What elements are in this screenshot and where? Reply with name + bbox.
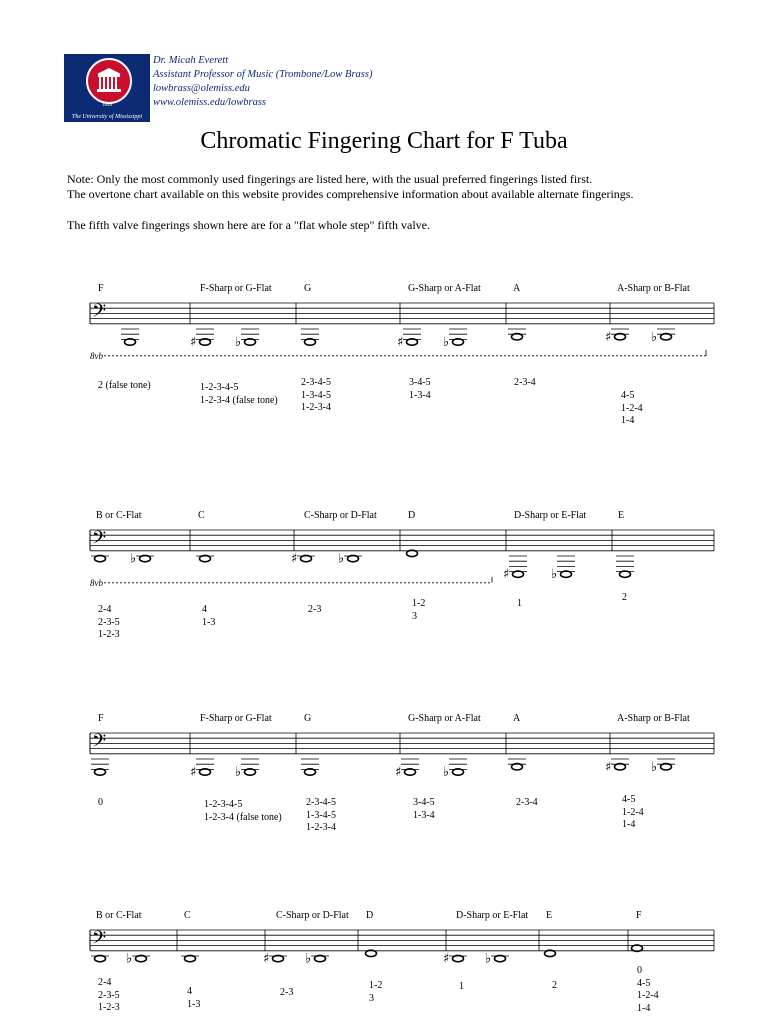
note-name-label: A: [513, 283, 521, 294]
fingering: 0: [98, 797, 103, 808]
logo-caption: The University of Mississippi: [71, 114, 143, 120]
fingering: 1-2-3-4: [306, 822, 336, 833]
note-name-label: C: [198, 510, 205, 521]
flat-icon: ♭: [551, 567, 558, 583]
ottava-marking: 8vb: [90, 577, 103, 588]
website-link[interactable]: www.olemiss.edu/lowbrass: [153, 97, 266, 108]
logo-year: 1848: [102, 103, 112, 108]
fingering: 2-3-4-5: [306, 797, 336, 808]
flat-icon: ♭: [235, 335, 242, 350]
fingering: 2-3-4: [516, 797, 538, 808]
fingering: 4-5: [622, 794, 636, 805]
flat-icon: ♭: [485, 951, 492, 967]
note-name-label: F: [98, 283, 104, 294]
flat-icon: ♭: [443, 335, 450, 350]
whole-note: [91, 955, 109, 961]
flat-icon: ♭: [651, 329, 658, 345]
fingering-list: [552, 980, 557, 993]
fingering: 2: [622, 592, 627, 603]
fingering: 4: [187, 986, 192, 997]
fingering: 1-2: [412, 598, 426, 609]
fingering: 1-3-4: [409, 389, 431, 401]
note-name-label: G-Sharp or A-Flat: [408, 283, 481, 294]
fingering: 2-3-5: [98, 616, 120, 628]
flat-icon: ♭: [126, 951, 133, 967]
fingering: 1-2-4: [622, 806, 644, 818]
fingering: 2-3: [280, 987, 294, 998]
fingering: 1-2-3: [98, 629, 120, 640]
fingering: 1-3-4-5: [301, 389, 331, 401]
sharp-icon: ♯: [291, 551, 298, 567]
note-name-label: A: [513, 713, 521, 724]
fingering: 1-2-4: [637, 990, 659, 1001]
note-name-label: E: [546, 910, 553, 921]
note-name-label: G: [304, 713, 312, 724]
whole-note: [126, 952, 150, 967]
note-name-label: C-Sharp or D-Flat: [276, 910, 349, 921]
note-name-label: F-Sharp or G-Flat: [200, 713, 272, 724]
sharp-icon: ♯: [190, 765, 197, 780]
note-name-label: F: [98, 713, 104, 724]
fingering: 4: [202, 604, 207, 615]
bass-clef-icon: 𝄢: [92, 731, 107, 756]
whole-note: [181, 955, 199, 961]
fingering: 1-2-3-4 (false tone): [204, 811, 282, 823]
fingering: 4-5: [637, 977, 651, 989]
bass-clef-icon: 𝄢: [92, 301, 107, 326]
fingering: 3-4-5: [413, 797, 435, 808]
fingering: 1-2: [369, 980, 383, 991]
bass-clef-icon: 𝄢: [92, 928, 107, 953]
flat-icon: ♭: [235, 765, 242, 780]
sharp-icon: ♯: [503, 567, 510, 583]
fingering: 1-2-4: [621, 402, 643, 414]
fingering: 1-4: [622, 819, 636, 830]
note-name-label: C-Sharp or D-Flat: [304, 510, 377, 521]
sharp-icon: ♯: [190, 335, 197, 350]
note-name-label: D: [366, 910, 374, 921]
flat-icon: ♭: [443, 765, 450, 780]
ottava-marking: 8vb: [90, 350, 103, 361]
flat-icon: ♭: [651, 759, 658, 775]
email-link[interactable]: lowbrass@olemiss.edu: [153, 83, 250, 94]
bass-clef-icon: 𝄢: [92, 528, 107, 553]
fingering: 3: [412, 610, 417, 622]
author-title: Assistant Professor of Music (Trombone/Low Brass): [153, 69, 373, 80]
fingering: 1-2-3-4 (false tone): [200, 394, 278, 406]
sharp-icon: ♯: [605, 329, 612, 345]
note-name-label: A-Sharp or B-Flat: [617, 283, 690, 294]
note-name-label: D-Sharp or E-Flat: [456, 910, 529, 921]
note-line-1: Note: Only the most commonly used fingerings are listed here, with the usual preferred fingerings listed first.: [67, 172, 593, 186]
fingering: 3: [369, 992, 374, 1004]
fingering: 1-2-3-4-5: [200, 382, 239, 393]
note-line-2: The overtone chart available on this website provides comprehensive information about available alternate fingerings.: [67, 187, 634, 201]
fingering: 0: [637, 965, 642, 976]
sharp-icon: ♯: [263, 951, 270, 967]
note-name-label: A-Sharp or B-Flat: [617, 713, 690, 724]
fingering: 1-4: [637, 1002, 651, 1014]
note-line-3: The fifth valve fingerings shown here are for a "flat whole step" fifth valve.: [67, 218, 430, 232]
flat-icon: ♭: [305, 951, 312, 967]
fingering: 1-3-4: [413, 809, 435, 821]
fingering: 1-4: [621, 415, 635, 426]
fingering-list: [369, 980, 382, 1005]
fingering: 1: [517, 598, 522, 609]
sharp-icon: ♯: [397, 335, 404, 350]
note-name-label: D: [408, 510, 416, 521]
sharp-icon: ♯: [395, 765, 402, 780]
note-name-label: B or C-Flat: [96, 910, 142, 921]
whole-note: [485, 952, 509, 967]
fingering: 2-3-4-5: [301, 377, 331, 388]
page-title: Chromatic Fingering Chart for F Tuba: [200, 128, 568, 154]
fingering: 1-2-3: [98, 1002, 120, 1013]
fingering: 4-5: [621, 390, 635, 401]
fingering: 1-2-3-4-5: [204, 799, 243, 810]
fingering: 2-3: [308, 604, 322, 615]
fingering-list: [459, 981, 464, 994]
fingering: 3-4-5: [409, 377, 431, 388]
whole-note: [263, 952, 287, 967]
note-name-label: E: [618, 510, 625, 521]
flat-icon: ♭: [130, 551, 137, 567]
fingering: 2 (false tone): [98, 380, 151, 391]
fingering: 1: [459, 981, 464, 992]
note-name-label: G-Sharp or A-Flat: [408, 713, 481, 724]
note-name-label: B or C-Flat: [96, 510, 142, 521]
sharp-icon: ♯: [443, 951, 450, 967]
note-name-label: D-Sharp or E-Flat: [514, 510, 587, 521]
fingering: 2-4: [98, 604, 112, 615]
fingering-list: [637, 965, 659, 1015]
fingering: 1-2-3-4: [301, 402, 331, 413]
fingering: 2-4: [98, 977, 112, 988]
author-name: Dr. Micah Everett: [153, 55, 229, 66]
fingering: 2: [552, 980, 557, 991]
note-name-label: F: [636, 910, 642, 921]
whole-note: [305, 952, 329, 967]
fingering: 1-3-4-5: [306, 809, 336, 821]
fingering-list: [187, 986, 200, 1011]
fingering: 2-3-4: [514, 377, 536, 388]
fingering: 1-3: [187, 998, 201, 1010]
note-name-label: F-Sharp or G-Flat: [200, 283, 272, 294]
fingering: 1-3: [202, 616, 216, 628]
sharp-icon: ♯: [605, 759, 612, 775]
whole-note: [443, 952, 467, 967]
fingering-list: [98, 977, 120, 1015]
flat-icon: ♭: [338, 551, 345, 567]
note-name-label: G: [304, 283, 312, 294]
fingering-list: [280, 987, 293, 1000]
fingering: 2-3-5: [98, 989, 120, 1001]
note-name-label: C: [184, 910, 191, 921]
